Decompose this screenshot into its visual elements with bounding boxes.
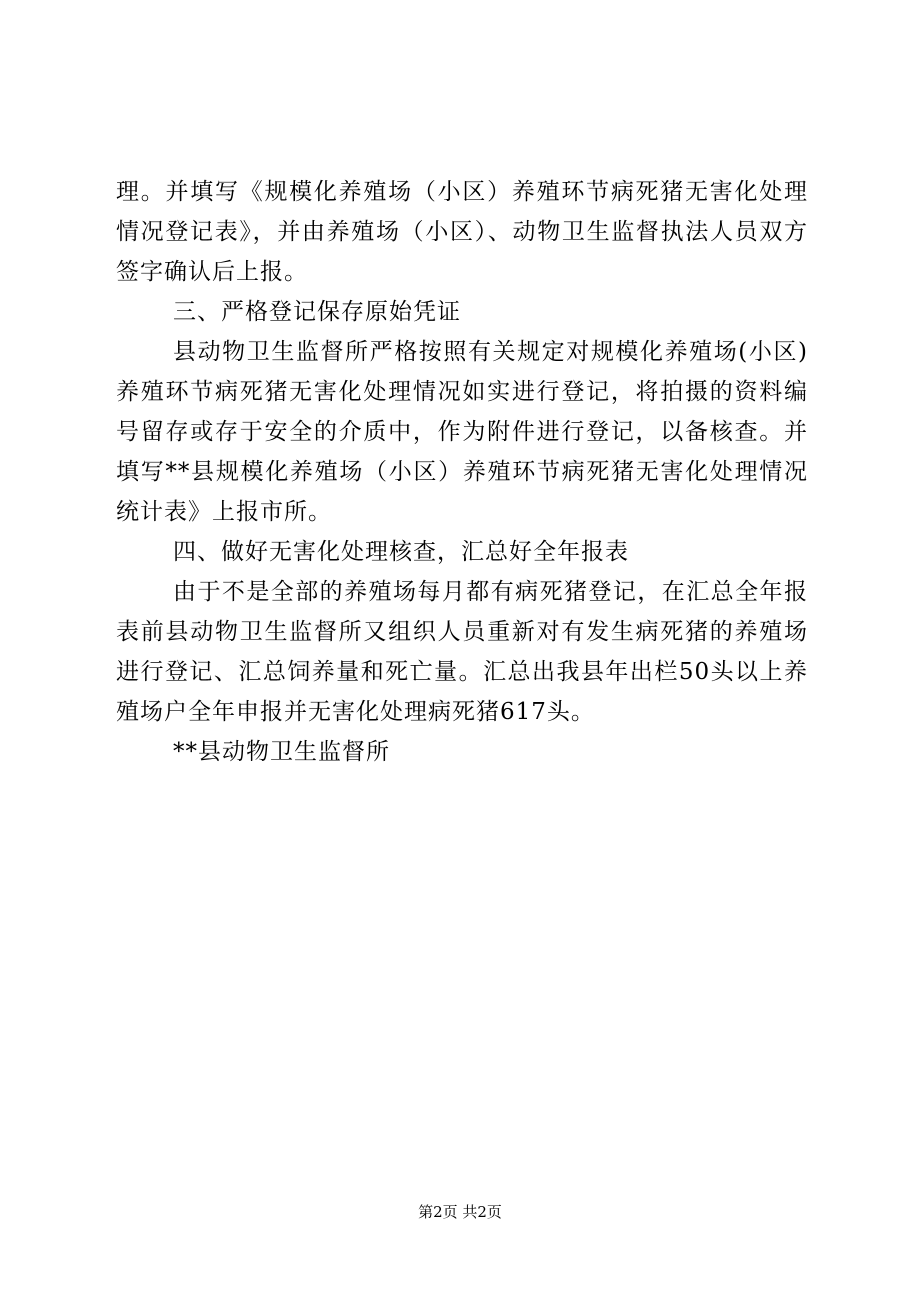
page-number-footer: 第2页 共2页 — [418, 1203, 502, 1221]
document-body — [116, 172, 808, 772]
paragraph-annual-summary: 由于不是全部的养殖场每月都有病死猪登记，在汇总全年报表前县动物卫生监督所又组织人员重新对有发生病死猪的养殖场进行登记、汇总饲养量和死亡量。汇总出我县年出栏50头以上养殖场户全年申报并无害化处理病死猪617头。 — [116, 579, 808, 725]
signature-organization: **县动物卫生监督所 — [173, 739, 390, 765]
paragraph-registration: 县动物卫生监督所严格按照有关规定对规模化养殖场(小区)养殖环节病死猪无害化处理情况如实进行登记，将拍摄的资料编号留存或存于安全的介质中，作为附件进行登记，以备核查。并填写**县规模化养殖场（小区）养殖环节病死猪无害化处理情况统计表》上报市所。 — [116, 339, 808, 525]
paragraph-continuation: 理。并填写《规模化养殖场（小区）养殖环节病死猪无害化处理情况登记表》，并由养殖场（小区）、动物卫生监督执法人员双方签字确认后上报。 — [116, 179, 808, 285]
section-heading-4: 四、做好无害化处理核查，汇总好全年报表 — [173, 539, 629, 565]
section-heading-3: 三、严格登记保存原始凭证 — [173, 299, 461, 325]
